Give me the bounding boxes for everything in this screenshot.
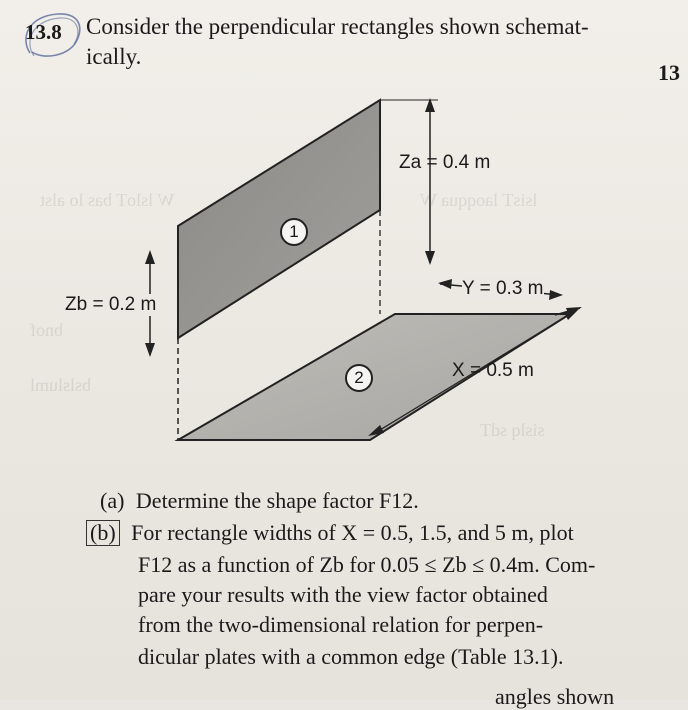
x-label: X = 0.5 m	[452, 360, 534, 381]
problem-intro-line2: ically.	[86, 44, 142, 69]
zb-label: Zb = 0.2 m	[65, 294, 157, 315]
part-a-label: (a)	[100, 488, 125, 513]
surface-1	[178, 100, 380, 338]
part-a	[100, 486, 419, 515]
surface-2-label: 2	[345, 364, 373, 392]
part-a-text: Determine the shape factor F12.	[135, 488, 419, 513]
part-b-line4: from the two-dimensional relation for perpen-	[138, 612, 544, 637]
surface-1-label: 1	[280, 218, 308, 246]
problem-intro-line1: Consider the perpendicular rectangles shown schemat-	[86, 14, 589, 39]
adjacent-page-number: 13	[658, 60, 680, 85]
part-b-line5: dicular plates with a common edge (Table 13.1).	[138, 644, 564, 669]
part-b-label: (b)	[86, 520, 120, 546]
next-line-fragment: angles shown	[495, 684, 615, 709]
y-label: Y = 0.3 m	[462, 278, 544, 299]
problem-number: 13.8	[25, 20, 62, 44]
bleed-through-text: W lsloT bas lo alst	[40, 190, 175, 210]
bleed-through-text: lsisT laoqqua W	[420, 190, 538, 210]
part-b-line1: (b) For rectangle widths of X = 0.5, 1.5, and 5 m, plot	[86, 518, 574, 547]
bleed-through-text: bnof	[30, 320, 63, 340]
za-label: Za = 0.4 m	[399, 152, 491, 173]
part-b-line2: F12 as a function of Zb for 0.05 ≤ Zb ≤ 0.4m. Com-	[138, 552, 596, 577]
bleed-through-text: sislq sdT	[480, 420, 545, 440]
bleed-through-text: bslsluml	[30, 375, 92, 395]
part-b-line3: pare your results with the view factor obtained	[138, 582, 548, 607]
